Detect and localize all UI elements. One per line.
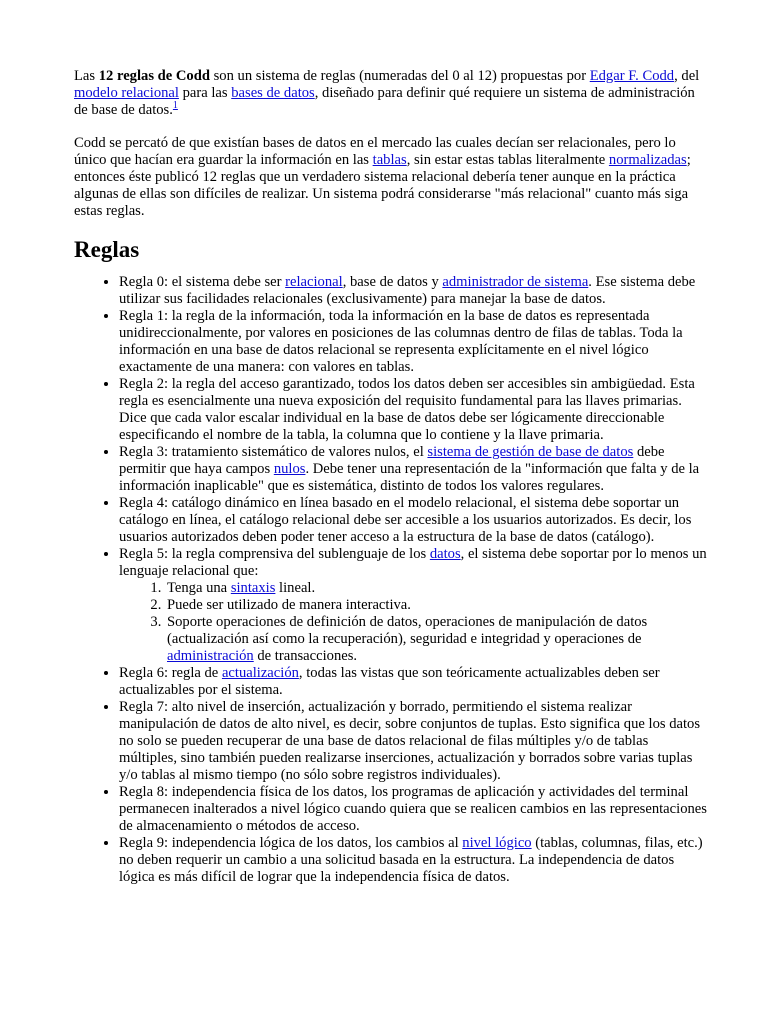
text: (tablas, columnas, filas, etc.) no deben requerir un cambio a una solicitud basada en la estructura. La independencia de datos lógica es más difícil de lograr que la independencia física de datos. — [119, 835, 703, 885]
sublist-item-3 — [165, 614, 708, 665]
rule-0 — [119, 274, 708, 308]
text: Las — [74, 68, 99, 84]
link-nulos[interactable]: nulos — [273, 461, 306, 477]
link-datos[interactable]: datos — [429, 546, 461, 562]
text: son un sistema de reglas (numeradas del 0 al 12) propuestas por — [209, 68, 590, 84]
text: , el sistema debe soportar por lo menos un lenguaje relacional que: — [119, 546, 707, 579]
text: Regla 0: el sistema debe ser — [119, 274, 286, 290]
text: , diseñado para definir qué requiere un sistema de administración de base de datos. — [74, 85, 695, 118]
link-sintaxis[interactable]: sintaxis — [230, 580, 276, 596]
text: lineal. — [275, 580, 316, 596]
text: , base de datos y — [342, 274, 443, 290]
text: debe permitir que haya campos — [119, 444, 665, 477]
link-administracion[interactable]: administración — [167, 648, 254, 664]
text: , todas las vistas que son teóricamente actualizables deben ser actualizables por el sistema. — [119, 665, 660, 698]
text: . Ese sistema debe utilizar sus facilidades relacionales (exclusivamente) para manejar la base de datos. — [119, 274, 696, 307]
text: Regla 5: la regla comprensiva del sublenguaje de los — [119, 546, 430, 562]
text: , del — [674, 68, 700, 84]
link-sistema-de-gestion[interactable]: sistema de gestión de base de datos — [427, 444, 634, 460]
bold-term: 12 reglas de Codd — [98, 68, 210, 84]
text: Regla 8: independencia física de los datos, los programas de aplicación y actividades del terminal permanecen inalterados a nivel lógico cuando quiera que se realicen cambios en las representaciones de almacenamiento o métodos de acceso. — [119, 784, 707, 834]
text: Soporte operaciones de definición de datos, operaciones de manipulación de datos (actualización así como la recuperación), seguridad e integridad y operaciones de — [167, 614, 648, 647]
rule-4 — [119, 495, 708, 546]
rule-9 — [119, 835, 708, 886]
text: ; entonces éste publicó 12 reglas que un verdadero sistema relacional debería tener aunque en la práctica algunas de ellas son difíciles de realizar. Un sistema podrá considerarse "más relacional" cuanto más siga estas reglas. — [74, 152, 691, 219]
rule-8 — [119, 784, 708, 835]
rule-5-sublist — [119, 580, 708, 665]
link-actualizacion[interactable]: actualización — [221, 665, 299, 681]
reference-link[interactable]: 1 — [172, 100, 178, 112]
text: . Debe tener una representación de la "información que falta y de la información inaplicable" que es sistemática, distinto de todos los valores regulares. — [119, 461, 700, 494]
text: Codd se percató de que existían bases de datos en el mercado las cuales decían ser relacionales, pero lo único que hacían era guardar la información en las — [74, 135, 676, 168]
text: Puede ser utilizado de manera interactiva. — [167, 597, 411, 613]
text: para las — [178, 85, 232, 101]
link-relacional[interactable]: relacional — [285, 274, 343, 290]
sublist-item-2 — [165, 597, 708, 614]
text: Regla 4: catálogo dinámico en línea basado en el modelo relacional, el sistema debe soportar un catálogo en línea, el catálogo relacional debe ser accesible a los usuarios autorizados. Es decir, los usuarios autorizados deben poder tener acceso a la estructura de la base de datos (catálogo). — [119, 495, 692, 545]
intro-paragraph-2 — [74, 135, 708, 220]
rule-2 — [119, 376, 708, 444]
link-modelo-relacional[interactable]: modelo relacional — [74, 85, 179, 101]
intro-paragraph-1 — [74, 68, 708, 119]
rules-list — [74, 274, 708, 886]
text: Regla 6: regla de — [119, 665, 222, 681]
link-normalizadas[interactable]: normalizadas — [608, 152, 687, 168]
text: Tenga una — [167, 580, 231, 596]
link-bases-de-datos[interactable]: bases de datos — [231, 85, 315, 101]
section-heading: Reglas — [74, 237, 140, 262]
text: de transacciones. — [253, 648, 358, 664]
rule-6 — [119, 665, 708, 699]
rule-7 — [119, 699, 708, 784]
rule-3 — [119, 444, 708, 495]
rule-1 — [119, 308, 708, 376]
sublist-item-1 — [165, 580, 708, 597]
link-administrador-de-sistema[interactable]: administrador de sistema — [442, 274, 589, 290]
text: Regla 3: tratamiento sistemático de valores nulos, el — [119, 444, 428, 460]
text: , sin estar estas tablas literalmente — [406, 152, 609, 168]
link-tablas[interactable]: tablas — [372, 152, 407, 168]
text: Regla 7: alto nivel de inserción, actualización y borrado, permitiendo el sistema realizar manipulación de datos de alto nivel, es decir, sobre conjuntos de tuplas. Esto significa que los datos no solo se pueden recuperar de una base de datos relacional de filas múltiples y/o de tablas múltiples, sino también pueden realizarse inserciones, actualización y borrados sobre varias tuplas y/o tablas al mismo tiempo (no sólo sobre registros individuales). — [119, 699, 701, 783]
link-nivel-logico[interactable]: nivel lógico — [462, 835, 532, 851]
rule-5 — [119, 546, 708, 665]
text: Regla 9: independencia lógica de los datos, los cambios al — [119, 835, 463, 851]
text: Regla 2: la regla del acceso garantizado, todos los datos deben ser accesibles sin ambigüedad. Esta regla es esencialmente una nueva exposición del requisito fundamental para las llaves primarias. Dice que cada valor escalar individual en la base de datos debe ser lógicamente direccionable especificando el nombre de la tabla, la columna que lo contiene y la llave primaria. — [119, 376, 695, 443]
link-edgar-codd[interactable]: Edgar F. Codd — [589, 68, 675, 84]
text: Regla 1: la regla de la información, toda la información en la base de datos es representada unidireccionalmente, por valores en posiciones de las columnas dentro de filas de tablas. Toda la información en una base de datos relacional se representa explícitamente en el nivel lógico exactamente de una manera: con valores en tablas. — [119, 308, 683, 375]
